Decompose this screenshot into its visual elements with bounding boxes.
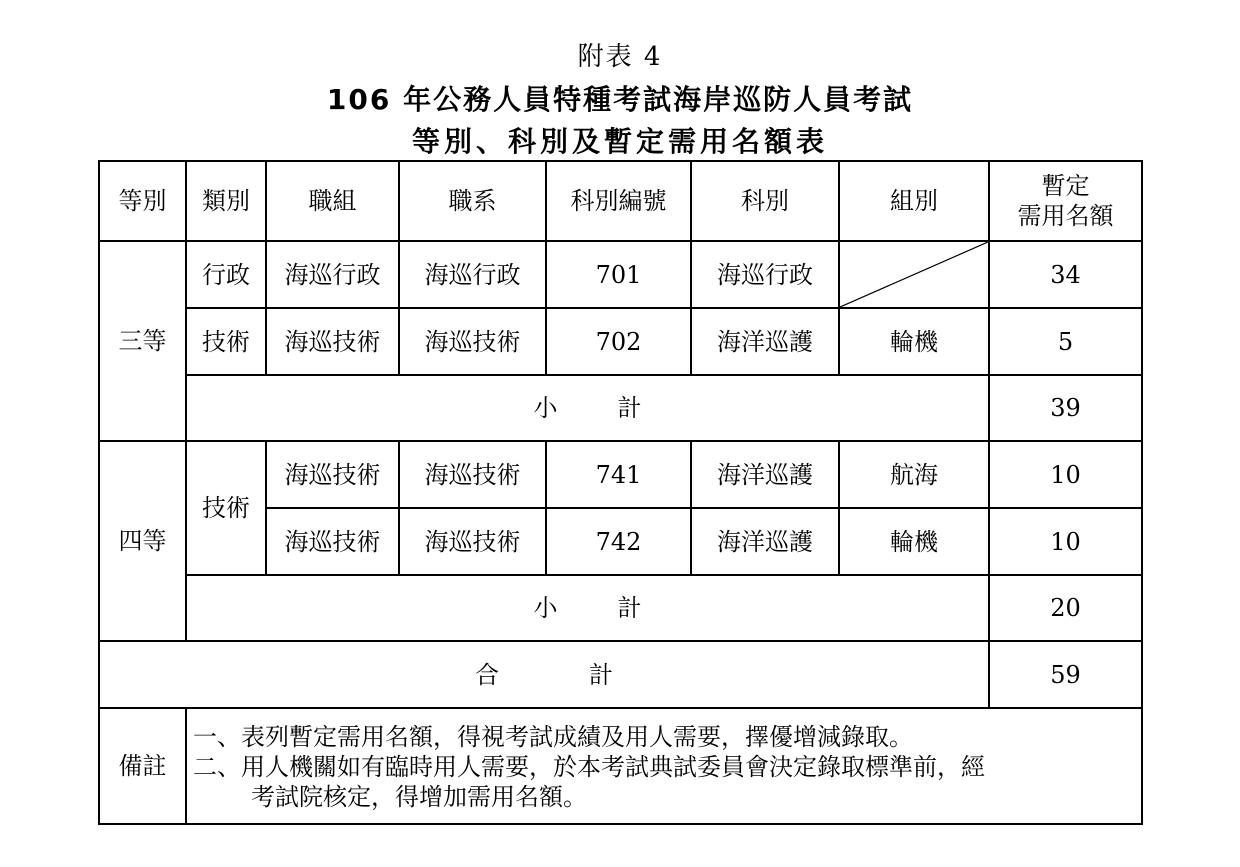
total-label-b: 計	[589, 660, 613, 689]
job-series-cell: 海巡技術	[399, 441, 546, 508]
quota-cell: 5	[989, 308, 1142, 375]
subtotal-label-a: 小	[533, 594, 558, 622]
subtotal-label	[186, 375, 989, 441]
subject-code-cell: 701	[546, 241, 691, 308]
quota-cell: 10	[989, 441, 1142, 508]
total-row	[99, 641, 1142, 708]
notes-row	[99, 708, 1142, 824]
note-line-2: 二、用人機關如有臨時用人需要，於本考試典試委員會決定錄取標準前，經	[193, 753, 985, 781]
table-row	[99, 241, 1142, 308]
category-cell: 行政	[186, 241, 266, 308]
document-subtitle: 等別、科別及暫定需用名額表	[411, 125, 828, 158]
notes-label: 備註	[99, 708, 186, 824]
job-group-cell: 海巡技術	[266, 308, 399, 375]
document-title: 106 年公務人員特種考試海岸巡防人員考試	[326, 83, 914, 116]
table-label: 附表 4	[577, 42, 663, 72]
quota-table	[98, 160, 1143, 825]
header-row	[99, 161, 1142, 241]
job-group-cell: 海巡技術	[266, 508, 399, 575]
col-job-series-header: 職系	[399, 161, 546, 241]
col-subject-header: 科別	[691, 161, 839, 241]
job-group-cell: 海巡行政	[266, 241, 399, 308]
subject-cell: 海洋巡護	[691, 441, 839, 508]
subject-cell: 海洋巡護	[691, 308, 839, 375]
category-cell: 技術	[186, 308, 266, 375]
subject-cell: 海巡行政	[691, 241, 839, 308]
col-subject-code-header: 科別編號	[546, 161, 691, 241]
job-series-cell: 海巡行政	[399, 241, 546, 308]
job-group-cell: 海巡技術	[266, 441, 399, 508]
subtotal-row	[99, 375, 1142, 441]
subject-cell: 海洋巡護	[691, 508, 839, 575]
quota-header-line1: 暫定	[1041, 172, 1090, 200]
group-cell: 輪機	[839, 508, 989, 575]
col-category-header: 類別	[186, 161, 266, 241]
table-row	[99, 441, 1142, 508]
grade-cell: 四等	[99, 441, 186, 641]
quota-cell: 10	[989, 508, 1142, 575]
subtotal-label-b: 計	[617, 594, 642, 622]
subtotal-label	[186, 575, 989, 641]
subject-code-cell: 702	[546, 308, 691, 375]
group-cell-empty	[839, 241, 989, 308]
diagonal-slash	[840, 242, 988, 307]
category-cell: 技術	[186, 441, 266, 575]
subtotal-value: 20	[989, 575, 1142, 641]
grade-cell: 三等	[99, 241, 186, 441]
notes-content	[186, 708, 1142, 824]
subject-code-cell: 741	[546, 441, 691, 508]
subtotal-label-b: 計	[617, 394, 642, 422]
note-line-1: 一、表列暫定需用名額，得視考試成績及用人需要，擇優增減錄取。	[193, 723, 913, 751]
group-cell: 航海	[839, 441, 989, 508]
note-line-3: 考試院核定，得增加需用名額。	[251, 783, 587, 811]
subject-code-cell: 742	[546, 508, 691, 575]
subtotal-label-a: 小	[533, 394, 558, 422]
quota-header-line2: 需用名額	[1017, 202, 1114, 230]
col-job-group-header: 職組	[266, 161, 399, 241]
subtotal-value: 39	[989, 375, 1142, 441]
col-group-header: 組別	[839, 161, 989, 241]
total-value: 59	[989, 641, 1142, 708]
col-grade-header: 等別	[99, 161, 186, 241]
group-cell: 輪機	[839, 308, 989, 375]
subtotal-row	[99, 575, 1142, 641]
job-series-cell: 海巡技術	[399, 508, 546, 575]
col-quota-header	[989, 161, 1142, 241]
total-label	[99, 641, 989, 708]
job-series-cell: 海巡技術	[399, 308, 546, 375]
table-row	[99, 308, 1142, 375]
quota-cell: 34	[989, 241, 1142, 308]
total-label-a: 合	[475, 660, 499, 689]
